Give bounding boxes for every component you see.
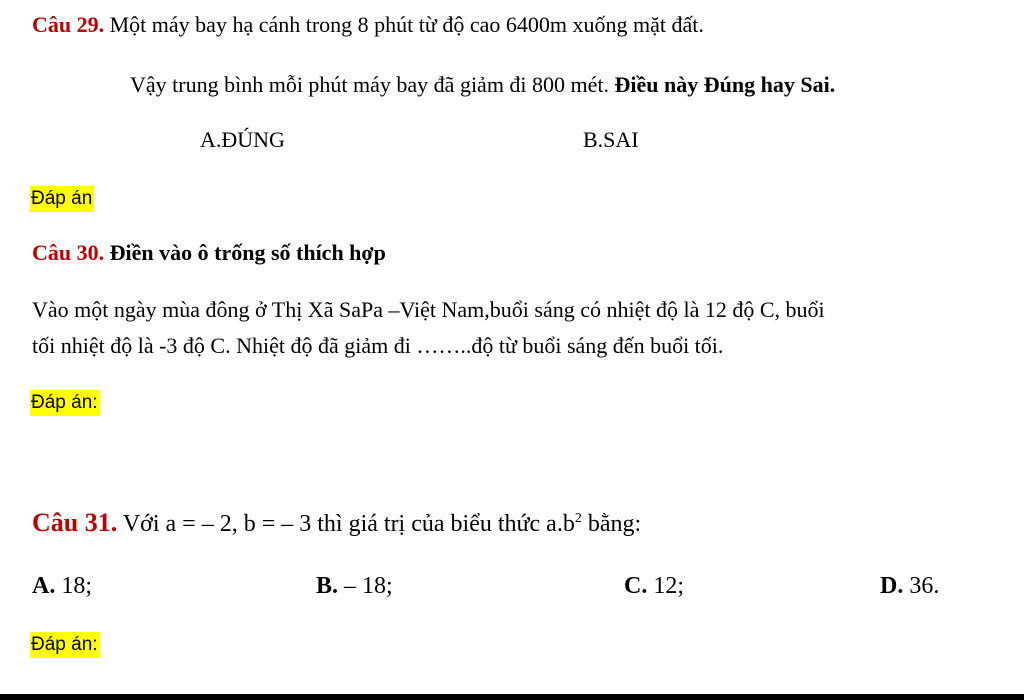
question-31-option-c <box>624 573 684 600</box>
question-30-title: Điền vào ô trống số thích hợp <box>109 240 386 265</box>
question-31-option-d <box>880 573 939 600</box>
question-31-superscript: 2 <box>574 511 582 526</box>
option-d-letter: D. <box>880 573 904 599</box>
question-31-option-b <box>316 573 393 600</box>
question-30-line1: Vào một ngày mùa đông ở Thị Xã SaPa –Việt Nam,buổi sáng có nhiệt độ là 12 độ C, buổi <box>32 297 825 322</box>
option-a-value: 18; <box>55 573 93 599</box>
question-29-answer-label: Đáp án <box>30 186 94 212</box>
question-30-title-line <box>32 240 386 266</box>
question-30-answer-label: Đáp án: <box>30 390 100 416</box>
option-b-letter: B. <box>316 573 339 599</box>
question-31-option-a <box>32 573 92 600</box>
question-31-answer-label: Đáp án: <box>30 632 100 658</box>
option-b-value: – 18; <box>338 573 393 599</box>
question-29-option-b: B.SAI <box>583 127 639 152</box>
question-29-text: Một máy bay hạ cánh trong 8 phút từ độ cao 6400m xuống mặt đất. <box>109 12 704 37</box>
option-a-letter: A. <box>32 573 56 599</box>
question-29-option-a: A.ĐÚNG <box>200 127 285 152</box>
option-c-letter: C. <box>624 573 648 599</box>
option-d-value: 36. <box>903 573 940 599</box>
question-30-line2: tối nhiệt độ là -3 độ C. Nhiệt độ đã giảm đi ……..độ từ buổi sáng đến buổi tối. <box>32 333 724 358</box>
option-c-value: 12; <box>647 573 685 599</box>
question-31-label: Câu 31. <box>32 508 118 537</box>
question-31-text-after: bằng: <box>581 511 642 537</box>
question-29-line <box>32 12 704 38</box>
question-29-text2-bold: Điều này Đúng hay Sai. <box>614 72 836 97</box>
bottom-border <box>0 694 1024 700</box>
question-31-line <box>32 508 641 538</box>
question-30-label: Câu 30. <box>32 240 105 265</box>
question-29-text2: Vậy trung bình mỗi phút máy bay đã giảm đi 800 mét. <box>130 72 610 97</box>
question-29-line2 <box>130 72 835 98</box>
question-31-text-before: Với a = – 2, b = – 3 thì giá trị của biểu thức a.b <box>122 511 575 537</box>
question-29-label: Câu 29. <box>32 12 105 37</box>
